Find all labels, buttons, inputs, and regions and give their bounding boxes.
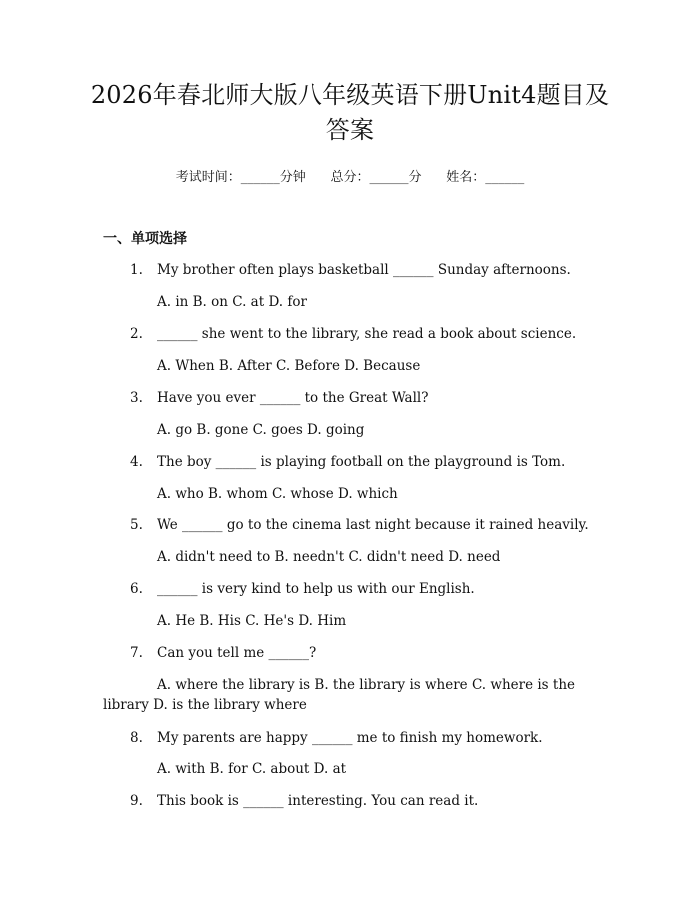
- question-number: 7.: [130, 645, 143, 661]
- question-number: 9.: [130, 793, 143, 809]
- question-number: 6.: [130, 581, 143, 597]
- question-text: Have you ever ______ to the Great Wall?: [157, 390, 429, 406]
- question-number: 3.: [130, 390, 143, 406]
- question-options: A. He B. His C. He's D. Him: [157, 613, 347, 629]
- section-heading: 一、单项选择: [103, 231, 187, 247]
- question-text: We ______ go to the cinema last night because it rained heavily.: [157, 517, 589, 533]
- question-text: The boy ______ is playing football on the playground is Tom.: [157, 454, 566, 470]
- question-options: A. with B. for C. about D. at: [157, 761, 347, 777]
- document-title: 2026年春北师大版八年级英语下册Unit4题目及答案: [90, 81, 610, 144]
- question-options: A. go B. gone C. goes D. going: [157, 422, 365, 438]
- exam-info-line: 考试时间：______分钟 总分：______分 姓名：______: [175, 170, 525, 185]
- question-text: My brother often plays basketball ______ Sunday afternoons.: [157, 262, 571, 278]
- question-number: 5.: [130, 517, 143, 533]
- question-number: 1.: [130, 262, 143, 278]
- question-text: This book is ______ interesting. You can read it.: [157, 793, 479, 809]
- question-text: ______ she went to the library, she read a book about science.: [157, 326, 577, 342]
- question-number: 4.: [130, 454, 143, 470]
- question-text: ______ is very kind to help us with our English.: [157, 581, 475, 597]
- question-number: 2.: [130, 326, 143, 342]
- question-options: A. who B. whom C. whose D. which: [157, 486, 398, 502]
- question-options: A. didn't need to B. needn't C. didn't need D. need: [157, 549, 501, 565]
- question-options: A. in B. on C. at D. for: [157, 294, 307, 310]
- question-options: A. When B. After C. Before D. Because: [157, 358, 421, 374]
- question-text: My parents are happy ______ me to finish my homework.: [157, 730, 543, 746]
- question-options: A. where the library is B. the library is where C. where is the library D. is the library where: [103, 677, 576, 713]
- question-number: 8.: [130, 730, 143, 746]
- question-text: Can you tell me ______?: [157, 645, 317, 661]
